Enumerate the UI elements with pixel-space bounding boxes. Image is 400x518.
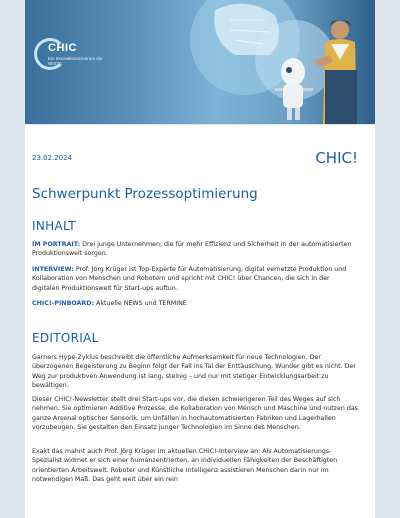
inhalt-item-interview [32,265,358,293]
header-banner [25,0,375,124]
inhalt-item-portrait [32,240,358,259]
pinboard-link[interactable]: CHIC!-PINBOARD: [32,300,95,307]
editorial-paragraph: Exakt das mahnt auch Prof. Jörg Krüger im aktuellen CHIC!-Interview an: Als Automatisierungs-Spezialist widmet er sich einer humanzentrierten, an individuellen Fähigkeiten der Beschäftigten orientierten Arbeitswelt. Roboter und Künstliche Intelligenz assistieren Menschen darin nur im notwendigen Maß. Das geht weit über ein rein [32,448,338,484]
pinboard-text: Aktuelle NEWS und TERMINE [94,300,187,307]
interview-text: Prof. Jörg Krüger ist Top-Experte für Automatisierung, digital vernetzte Produktion und Kollaboration von Menschen und Robotern und spricht mit CHIC! über Chancen, die sich in der digitalen Produktionswelt für Start-ups auftun. [32,266,347,292]
newsletter-card [25,0,375,518]
editorial-heading: EDITORIAL [32,331,99,345]
brand-title: CHIC! [315,149,358,167]
logo-subtitle: Ein Innovationszentrum der WISTA [48,56,103,66]
interview-link[interactable]: INTERVIEW: [32,266,74,273]
inhalt-item-pinboard [32,299,358,308]
portrait-link[interactable]: IM PORTRAIT: [32,241,81,248]
issue-date: 23.02.2024 [32,154,73,162]
page-title: Schwerpunkt Prozessoptimierung [32,186,258,202]
editorial-paragraph: Garners Hype-Zyklus beschreibt die öffentliche Aufmerksamkeit für neue Technologien. Der überzogenen Begeisterung zu Beginn folgt der Fall ins Tal der Enttäuschung. Wunder gibt es nicht. Der Weg zur produktiven Anwendung ist lang, steinig – und nur mit stetiger Entwicklungsarbeit zu bewältigen. [32,354,356,390]
portrait-text: Drei junge Unternehmen, die für mehr Effizienz und Sicherheit in der automatisierten Produktionswelt sorgen. [32,241,352,258]
newsletter-content [25,124,375,484]
logo-name: CHIC [48,42,77,54]
inhalt-heading: INHALT [32,219,76,233]
robot-human-illustration [175,0,375,124]
editorial-paragraph: Dieser CHIC!-Newsletter stellt drei Start-ups vor, die diesen schwierigeren Teil des Weges auf sich nehmen. Sie optimieren Additive Prozesse, die Kollaboration von Mensch und Maschine und nutzen das ganze Arsenal optischer Sensorik, um Unfällen in hochautomatisierten Fabriken und Lagerhallen vorzubeugen. Sie gestalten den Einsatz junger Technologien im Sinne des Menschen. [32,396,358,432]
